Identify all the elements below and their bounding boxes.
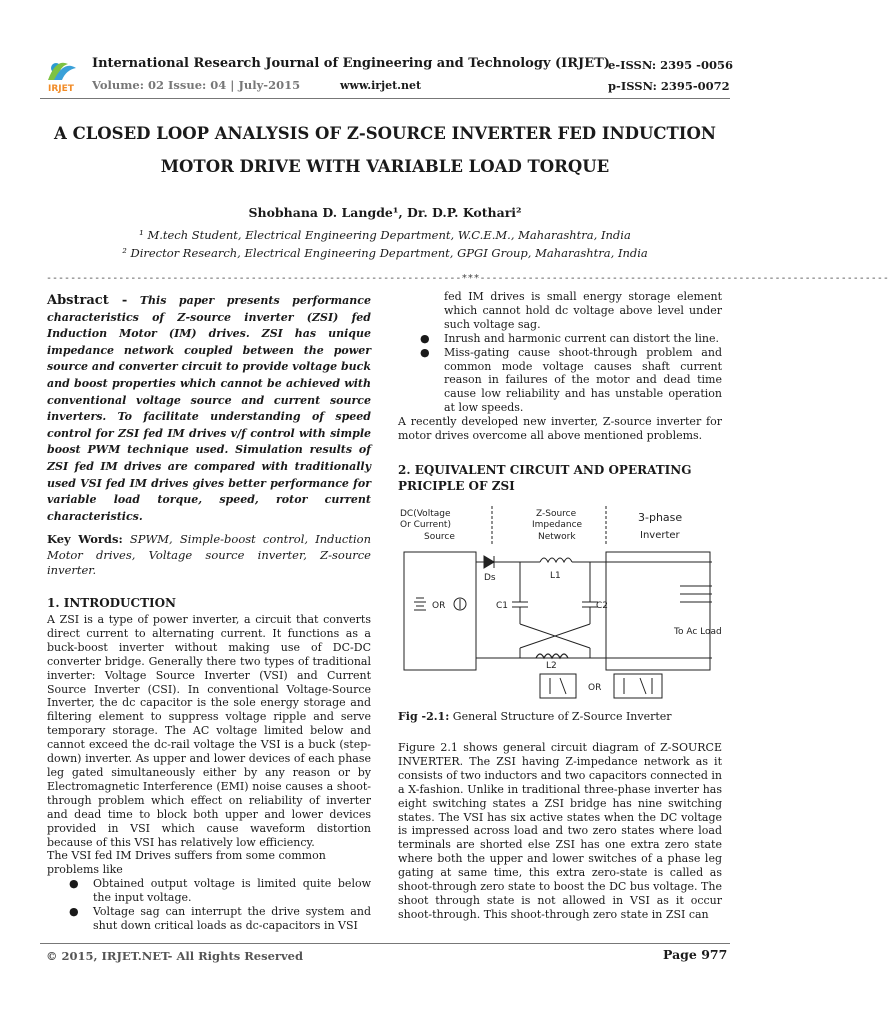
label-l1: L1 <box>550 571 561 581</box>
label-network-3: Network <box>538 532 576 542</box>
journal-name: International Research Journal of Engineering and Technology (IRJET) <box>92 56 610 71</box>
z-source-inverter-diagram <box>400 506 740 702</box>
paper-title-line1: A CLOSED LOOP ANALYSIS OF Z-SOURCE INVERTER FED INDUCTION <box>54 124 716 143</box>
label-ds: Ds <box>484 573 496 583</box>
list-item: ● Obtained output voltage is limited quite below the input voltage. <box>69 877 371 905</box>
section2-body: Figure 2.1 shows general circuit diagram of Z-SOURCE INVERTER. The ZSI having Z-impedance network as it consists of two inductors and two capacitors connected in a X-fashion. Unlike in traditional three-phase inverter has eight switching states a ZSI bridge has nine switching states. The VSI has six active states when the DC voltage is impressed across load and two zero states where load terminals are shorted else ZSI has one extra zero state where both the upper and lower switches of a phase leg gating at same time, this extra zero-state is called as shoot-through zero state to boost the DC bus voltage. The shoot through state is not allowed in VSI as it occur shoot-through. This shoot-through zero state in ZSI can <box>398 741 722 921</box>
inverter-box <box>606 552 710 670</box>
label-inverter-1: 3-phase <box>638 511 683 524</box>
right-column-continuation <box>398 290 722 443</box>
switch-symbol-2 <box>614 674 662 698</box>
volume-issue: Volume: 02 Issue: 04 | July-2015 <box>92 78 301 92</box>
website-link[interactable]: www.irjet.net <box>340 79 422 92</box>
bullet-text-1: Obtained output voltage is limited quite below the input voltage. <box>93 877 371 905</box>
footer-divider <box>40 943 730 944</box>
label-inverter-2: Inverter <box>640 530 680 541</box>
diode-icon <box>484 556 494 568</box>
section-heading-equivalent-circuit: 2. EQUIVALENT CIRCUIT AND OPERATING PRICIPLE OF ZSI <box>398 463 692 493</box>
label-source-1: DC(Voltage <box>400 509 451 519</box>
p-issn: p-ISSN: 2395-0072 <box>608 79 730 93</box>
intro-paragraph-2: The VSI fed IM Drives suffers from some common problems like <box>47 849 326 877</box>
list-item: ● Voltage sag can interrupt the drive system and shut down critical loads as dc-capacitors in VSI <box>69 905 371 932</box>
right-paragraph: A recently developed new inverter, Z-source inverter for motor drives overcome all above mentioned problems. <box>398 415 722 443</box>
header-divider <box>40 98 730 99</box>
inductor-l1-icon <box>540 558 572 562</box>
label-source-2: Or Current) <box>400 520 451 530</box>
label-or-1: OR <box>432 601 446 611</box>
paper-title-line2: MOTOR DRIVE WITH VARIABLE LOAD TORQUE <box>160 157 610 176</box>
abstract-label: Abstract - <box>47 293 128 308</box>
label-network-2: Impedance <box>532 520 583 530</box>
label-l2: L2 <box>546 661 557 671</box>
section-heading-introduction: 1. INTRODUCTION <box>47 596 177 610</box>
copyright: © 2015, IRJET.NET- All Rights Reserved <box>46 949 303 963</box>
keywords-label: Key Words: <box>47 532 123 546</box>
intro-paragraph-1: A ZSI is a type of power inverter, a circuit that converts direct current to alternating current. It functions as a buck-boost inverter without making use of DC-DC converter bridge. Generally there two types of traditional inverter: Voltage Source Inverter (VSI) and Current Source Inverter (CSI). In conventional Voltage-Source Inverter, the dc capacitor is the sole energy storage and filtering element to suppress voltage ripple and serve temporary storage. The AC voltage limited below and cannot exceed the dc-rail voltage the VSI is a buck (step-down) inverter. As upper and lower devices of each phase leg gated simultaneously either by any reason or by Electromagnetic Interference (EMI) noise causes a shoot-through problem which effect on reliability of inverter and dead time to block both upper and lower devices provided in VSI which cause waveform distortion because of this VSI has relatively low efficiency. <box>47 613 371 849</box>
bullet-text-3: Inrush and harmonic current can distort the line. <box>444 331 720 345</box>
introduction-body <box>47 613 371 933</box>
affiliation-1: ¹ M.tech Student, Electrical Engineering Department, W.C.E.M., Maharashtra, India <box>139 228 631 242</box>
keywords-text: SPWM, Simple-boost control, Induction Motor drives, Voltage source inverter, Z-source inverter. <box>47 532 371 577</box>
figure-caption <box>398 710 672 723</box>
label-load: To Ac Load <box>674 627 722 637</box>
source-box <box>404 552 476 670</box>
section-separator: ---------------------------------------------------------------------***-------------------------------------------------------------------- <box>46 273 889 284</box>
switch-symbol-1 <box>540 674 576 698</box>
bullet-text-2: Voltage sag can interrupt the drive system and shut down critical loads as dc-capacitors in VSI <box>93 905 371 932</box>
abstract-text: This paper presents performance characteristics of Z-source inverter (ZSI) fed Induction Motor (IM) drives. ZSI has unique impedance network coupled between the power source and converter circuit to provide voltage buck and boost properties which cannot be achieved with conventional voltage source and current source inverters. To facilitate understanding of speed control for ZSI fed IM drives v/f control with simple boost PWM technique used. Simulation results of ZSI fed IM drives are compared with traditionally used VSI fed IM drives gives better performance for variable load torque, speed, rotor current characteristics. <box>47 294 371 523</box>
figure-label: Fig -2.1: <box>398 710 450 723</box>
abstract <box>47 293 371 525</box>
label-c2: C2 <box>596 601 609 611</box>
label-or-2: OR <box>588 683 602 693</box>
list-item: ● Miss-gating cause shoot-through problem and common mode voltage causes shaft current reason in failures of the motor and dead time cause low reliability and has unstable operation at low speeds. <box>420 345 722 415</box>
page-number: Page 977 <box>663 947 728 962</box>
authors: Shobhana D. Langde¹, Dr. D.P. Kothari² <box>248 205 522 220</box>
label-network-1: Z-Source <box>536 509 577 519</box>
affiliation-2: ² Director Research, Electrical Engineering Department, GPGI Group, Maharashtra, India <box>122 246 648 260</box>
logo-text: IRJET <box>48 84 74 94</box>
bullet-text-4: Miss-gating cause shoot-through problem and common mode voltage causes shaft current reason in failures of the motor and dead time cause low reliability and has unstable operation at low speeds. <box>444 345 722 415</box>
e-issn: e-ISSN: 2395 -0056 <box>608 58 733 72</box>
label-source-3: Source <box>424 532 455 542</box>
bullet-continuation: fed IM drives is small energy storage element which cannot hold dc voltage above level under such voltage sag. <box>444 290 722 331</box>
list-item: ● Inrush and harmonic current can distort the line. <box>420 331 720 345</box>
irjet-logo <box>44 54 88 94</box>
label-c1: C1 <box>496 601 509 611</box>
keywords <box>47 532 371 579</box>
figure-caption-text: General Structure of Z-Source Inverter <box>452 710 672 723</box>
